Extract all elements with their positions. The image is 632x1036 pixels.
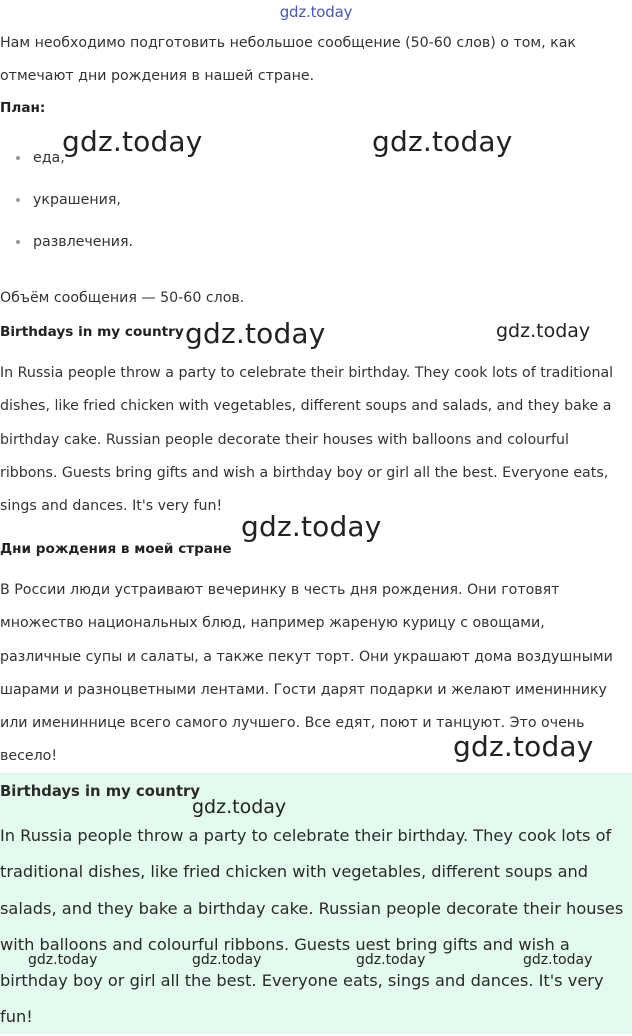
task-intro: Нам необходимо подготовить небольшое сообщение (50-60 слов) о том, как отмечают дни рождения в нашей стране. (0, 35, 576, 85)
watermark: gdz.today (523, 952, 593, 968)
watermark: gdz.today (496, 320, 591, 342)
plan-item-decorations (0, 182, 133, 224)
watermark: gdz.today (453, 730, 594, 763)
bullet-icon (16, 240, 20, 244)
volume-note: Объём сообщения — 50-60 слов. (0, 290, 245, 306)
russian-translation-heading: Дни рождения в моей стране (0, 541, 232, 557)
bullet-icon (16, 198, 20, 202)
watermark: gdz.today (372, 125, 513, 158)
bullet-icon (16, 156, 20, 160)
watermark: gdz.today (356, 952, 426, 968)
watermark: gdz.today (192, 796, 287, 818)
plan-item-label: украшения, (33, 192, 121, 208)
highlighted-answer-text: In Russia people throw a party to celebrate their birthday. They cook lots of traditional dishes, like fried chicken with vegetables, different soups and salads, and they bake a birthday cake. Russian people decorate their houses with balloons and colourful ribbons. Guests uest bring gifts and wish a birthday boy or girl all the best. Everyone eats, sings and dances. It's very fun! (0, 826, 624, 1027)
watermark: gdz.today (185, 317, 326, 350)
plan-label: План: (0, 100, 46, 116)
watermark: gdz.today (28, 952, 98, 968)
plan-item-food (0, 140, 133, 182)
english-answer-heading: Birthdays in my country (0, 324, 184, 340)
site-logo[interactable]: gdz.today (279, 3, 353, 21)
watermark: gdz.today (62, 125, 203, 158)
watermark: gdz.today (241, 510, 382, 543)
plan-item-label: еда, (33, 150, 65, 166)
english-answer-text: In Russia people throw a party to celebrate their birthday. They cook lots of traditional dishes, like fried chicken with vegetables, different soups and salads, and they bake a birthday cake. Russian people decorate their houses with balloons and colourful ribbons. Guests bring gifts and wish a birthday boy or girl all the best. Everyone eats, sings and dances. It's very fun! (0, 365, 614, 515)
highlighted-answer-heading: Birthdays in my country (0, 783, 200, 800)
russian-translation-text: В России люди устраивают вечеринку в честь дня рождения. Они готовят множество национальных блюд, например жареную курицу с овощами, различные супы и салаты, а также пекут торт. Они украшают дома воздушными шарами и разноцветными лентами. Гости дарят подарки и желают имениннику или имениннице всего самого лучшего. Все едят, поют и танцуют. Это очень весело! (0, 582, 613, 765)
plan-item-entertainment (0, 224, 133, 266)
plan-list (0, 140, 133, 266)
watermark: gdz.today (192, 952, 262, 968)
plan-item-label: развлечения. (33, 234, 134, 250)
